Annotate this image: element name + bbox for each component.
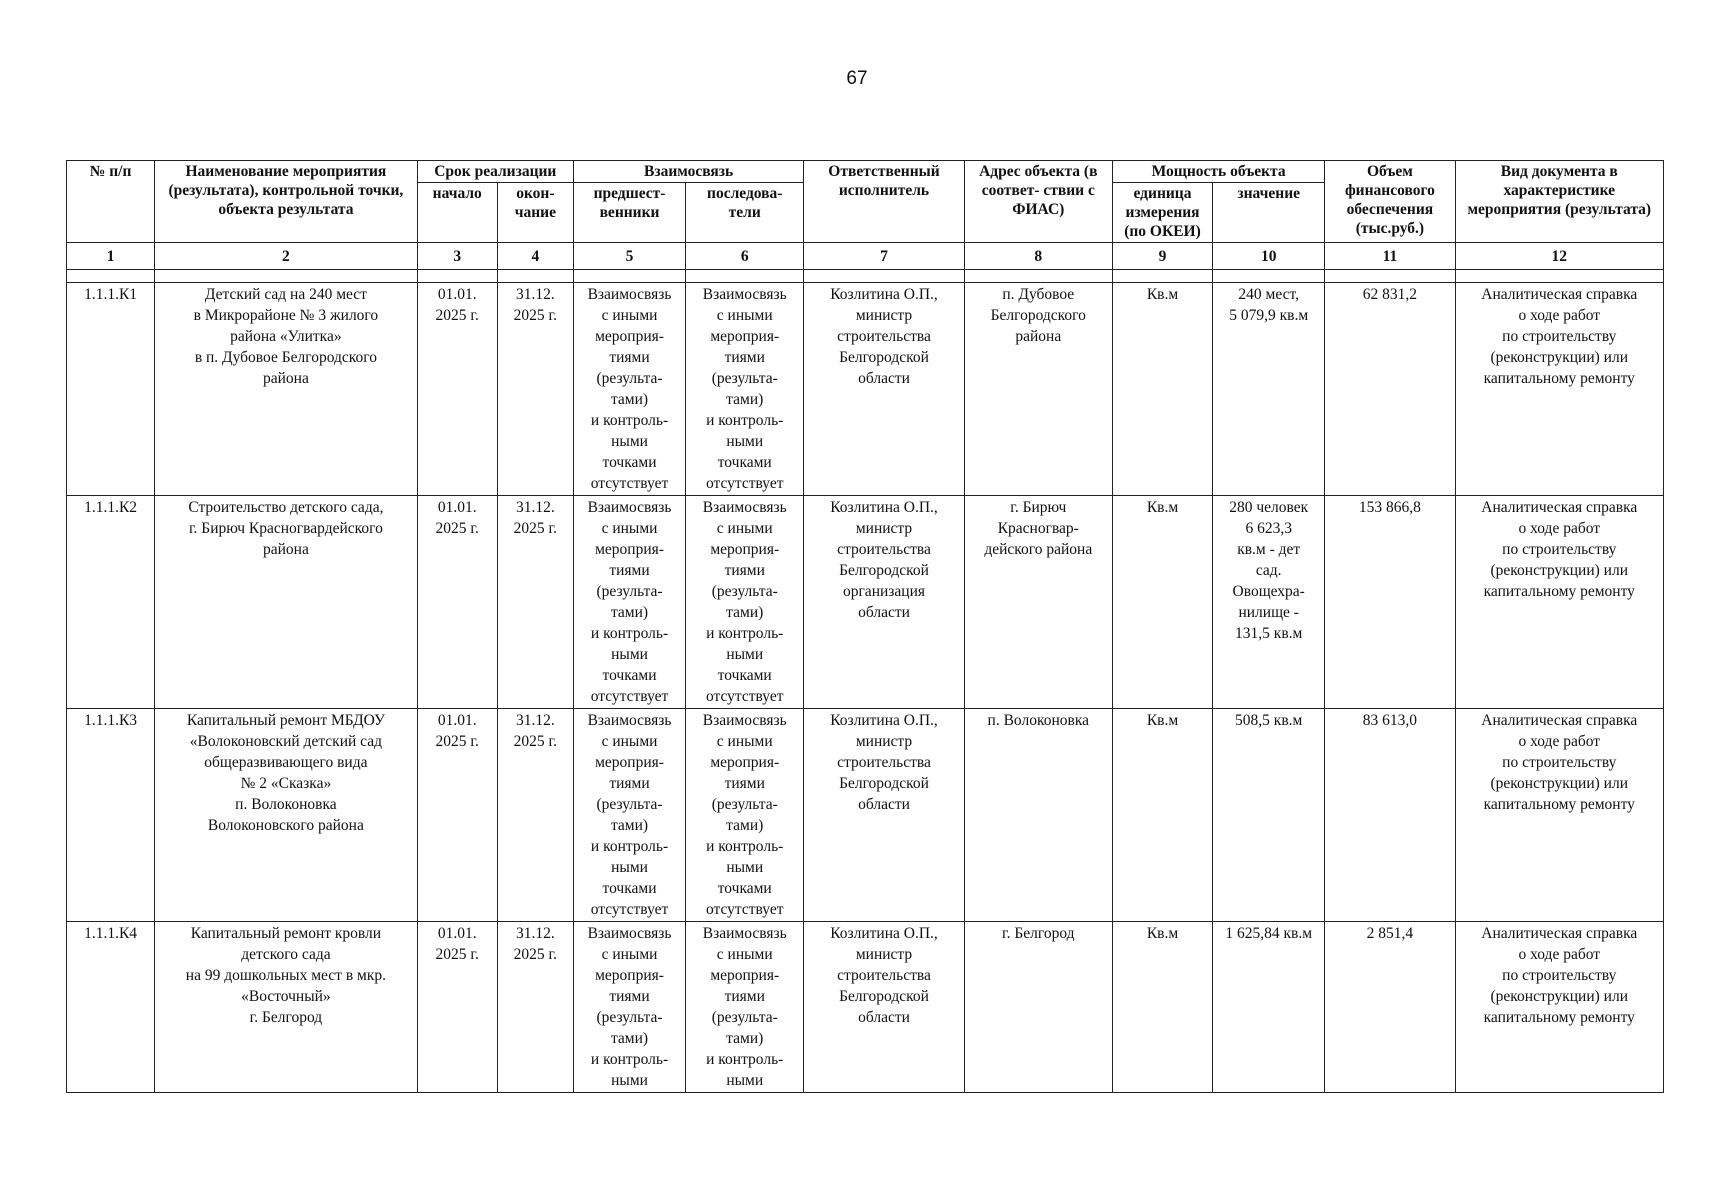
column-number: 6	[686, 243, 804, 270]
row-address: г. Бирюч Красногвар- дейского района	[964, 496, 1112, 709]
column-number: 1	[67, 243, 155, 270]
column-number: 7	[804, 243, 964, 270]
column-number: 11	[1325, 243, 1455, 270]
row-prev: Взаимосвязь с иными мероприя- тиями (результа- тами) и контроль- ными	[573, 922, 685, 1093]
row-code: 1.1.1.К4	[67, 922, 155, 1093]
table-row	[67, 922, 1664, 1093]
header-relation-next: последова- тели	[686, 183, 804, 243]
row-responsible: Козлитина О.П., министр строительства Белгородской области	[804, 283, 964, 496]
header-responsible: Ответственный исполнитель	[804, 161, 964, 243]
header-term-start: начало	[417, 183, 497, 243]
column-number: 10	[1213, 243, 1325, 270]
row-value: 1 625,84 кв.м	[1213, 922, 1325, 1093]
row-doc: Аналитическая справка о ходе работ по строительству (реконструкции) или капитальному ремонту	[1455, 496, 1663, 709]
row-prev: Взаимосвязь с иными мероприя- тиями (результа- тами) и контроль- ными точками отсутствует	[573, 709, 685, 922]
row-finance: 62 831,2	[1325, 283, 1455, 496]
column-number: 8	[964, 243, 1112, 270]
row-value: 508,5 кв.м	[1213, 709, 1325, 922]
header-capacity: Мощность объекта	[1112, 161, 1324, 183]
row-end: 31.12. 2025 г.	[497, 922, 573, 1093]
row-address: г. Белгород	[964, 922, 1112, 1093]
row-code: 1.1.1.К2	[67, 496, 155, 709]
page-number: 67	[846, 68, 868, 89]
header-finance: Объем финансового обеспечения (тыс.руб.)	[1325, 161, 1455, 243]
row-value: 240 мест, 5 079,9 кв.м	[1213, 283, 1325, 496]
column-number: 12	[1455, 243, 1663, 270]
header-capacity-value: значение	[1213, 183, 1325, 243]
header-term-end: окон- чание	[497, 183, 573, 243]
row-name: Капитальный ремонт МБДОУ «Волоконовский детский сад общеразвивающего вида № 2 «Сказка» п. Волоконовка Волоконовского района	[155, 709, 417, 922]
header-term: Срок реализации	[417, 161, 573, 183]
row-finance: 83 613,0	[1325, 709, 1455, 922]
row-doc: Аналитическая справка о ходе работ по строительству (реконструкции) или капитальному ремонту	[1455, 283, 1663, 496]
row-start: 01.01. 2025 г.	[417, 922, 497, 1093]
column-number: 5	[573, 243, 685, 270]
row-start: 01.01. 2025 г.	[417, 283, 497, 496]
row-unit: Кв.м	[1112, 283, 1212, 496]
column-number: 3	[417, 243, 497, 270]
row-responsible: Козлитина О.П., министр строительства Белгородской области	[804, 922, 964, 1093]
row-responsible: Козлитина О.П., министр строительства Белгородской организация области	[804, 496, 964, 709]
row-unit: Кв.м	[1112, 709, 1212, 922]
row-value: 280 человек 6 623,3 кв.м - дет сад. Овощехра- нилище - 131,5 кв.м	[1213, 496, 1325, 709]
row-prev: Взаимосвязь с иными мероприя- тиями (результа- тами) и контроль- ными точками отсутствует	[573, 283, 685, 496]
header-capacity-unit: единица измерения (по ОКЕИ)	[1112, 183, 1212, 243]
row-finance: 2 851,4	[1325, 922, 1455, 1093]
row-doc: Аналитическая справка о ходе работ по строительству (реконструкции) или капитальному ремонту	[1455, 922, 1663, 1093]
header-doc-type: Вид документа в характеристике мероприятия (результата)	[1455, 161, 1663, 243]
row-name: Капитальный ремонт кровли детского сада на 99 дошкольных мест в мкр. «Восточный» г. Белгород	[155, 922, 417, 1093]
row-next: Взаимосвязь с иными мероприя- тиями (результа- тами) и контроль- ными точками отсутствует	[686, 709, 804, 922]
row-next: Взаимосвязь с иными мероприя- тиями (результа- тами) и контроль- ными точками отсутствует	[686, 283, 804, 496]
column-number: 4	[497, 243, 573, 270]
row-name: Строительство детского сада, г. Бирюч Красногвардейского района	[155, 496, 417, 709]
header-relation-prev: предшест- венники	[573, 183, 685, 243]
row-start: 01.01. 2025 г.	[417, 496, 497, 709]
row-code: 1.1.1.К1	[67, 283, 155, 496]
row-unit: Кв.м	[1112, 922, 1212, 1093]
row-code: 1.1.1.К3	[67, 709, 155, 922]
row-address: п. Волоконовка	[964, 709, 1112, 922]
plan-table	[66, 160, 1664, 1093]
row-responsible: Козлитина О.П., министр строительства Белгородской области	[804, 709, 964, 922]
row-finance: 153 866,8	[1325, 496, 1455, 709]
table-row	[67, 496, 1664, 709]
column-number: 9	[1112, 243, 1212, 270]
row-doc: Аналитическая справка о ходе работ по строительству (реконструкции) или капитальному ремонту	[1455, 709, 1663, 922]
row-next: Взаимосвязь с иными мероприя- тиями (результа- тами) и контроль- ными точками отсутствует	[686, 496, 804, 709]
row-unit: Кв.м	[1112, 496, 1212, 709]
header-num: № п/п	[67, 161, 155, 243]
row-next: Взаимосвязь с иными мероприя- тиями (результа- тами) и контроль- ными	[686, 922, 804, 1093]
row-end: 31.12. 2025 г.	[497, 283, 573, 496]
spacer-row	[67, 270, 1664, 283]
row-end: 31.12. 2025 г.	[497, 709, 573, 922]
header-relation: Взаимосвязь	[573, 161, 803, 183]
row-start: 01.01. 2025 г.	[417, 709, 497, 922]
column-number: 2	[155, 243, 417, 270]
header-name: Наименование мероприятия (результата), контрольной точки, объекта результата	[155, 161, 417, 243]
row-end: 31.12. 2025 г.	[497, 496, 573, 709]
table-row	[67, 709, 1664, 922]
row-prev: Взаимосвязь с иными мероприя- тиями (результа- тами) и контроль- ными точками отсутствует	[573, 496, 685, 709]
table-row	[67, 283, 1664, 496]
header-address: Адрес объекта (в соответ- ствии с ФИАС)	[964, 161, 1112, 243]
row-address: п. Дубовое Белгородского района	[964, 283, 1112, 496]
column-number-row	[67, 243, 1664, 270]
header-row-1	[67, 161, 1664, 183]
row-name: Детский сад на 240 мест в Микрорайоне № 3 жилого района «Улитка» в п. Дубовое Белгородского района	[155, 283, 417, 496]
